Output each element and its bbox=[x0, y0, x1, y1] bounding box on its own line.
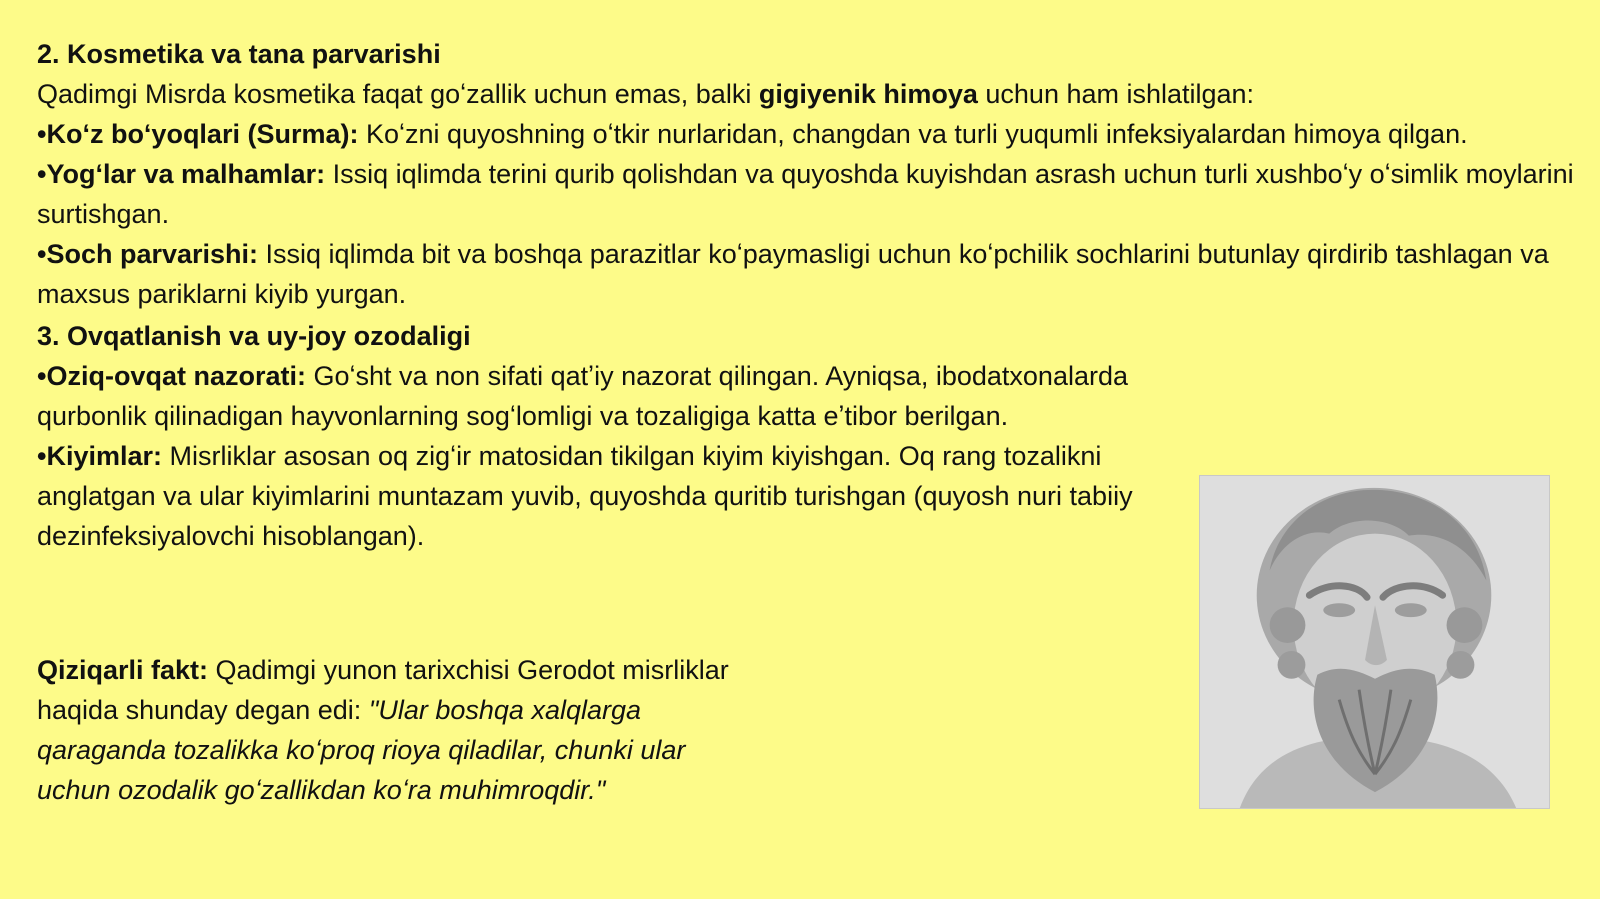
list-item-text: Issiq iqlimda bit va boshqa parazitlar koʻpaymasligi uchun koʻpchilik sochlarini butunlay qirdirib tashlagan va maxsus pariklarni kiyib yurgan. bbox=[37, 239, 1549, 309]
list-item-eye-paint bbox=[37, 114, 1577, 154]
list-item-label: •Koʻz boʻyoqlari (Surma): bbox=[37, 119, 359, 149]
list-item-label: •Oziq-ovqat nazorati: bbox=[37, 361, 306, 391]
interesting-fact bbox=[37, 650, 757, 810]
fact-label: Qiziqarli fakt: bbox=[37, 655, 209, 685]
list-item-label: •Kiyimlar: bbox=[37, 441, 162, 471]
list-item-text: Koʻzni quyoshning oʻtkir nurlaridan, changdan va turli yuqumli infeksiyalardan himoya qilgan. bbox=[358, 119, 1468, 149]
herodotus-bust-image bbox=[1199, 475, 1550, 809]
section-2-intro-prefix: Qadimgi Misrda kosmetika faqat goʻzallik uchun emas, balki bbox=[37, 79, 759, 109]
list-item-clothing bbox=[37, 436, 1157, 556]
list-item-label: •Yogʻlar va malhamlar: bbox=[37, 159, 326, 189]
fact-text: Qadimgi yunon tarixchisi Gerodot misrliklar haqida shunday degan edi: bbox=[37, 655, 729, 725]
list-item-text: Misrliklar asosan oq zigʻir matosidan tikilgan kiyim kiyishgan. Oq rang tozalikni anglatgan va ular kiyimlarini muntazam yuvib, quyoshda quritib turishgan (quyosh nuri tabiiy dezinfeksiyalovchi hisoblangan). bbox=[37, 441, 1133, 551]
list-item-text: Issiq iqlimda terini qurib qolishdan va quyoshda kuyishdan asrash uchun turli xushboʻy oʻsimlik moylarini surtishgan. bbox=[37, 159, 1574, 229]
fact-quote: "Ular boshqa xalqlarga qaraganda tozalikka koʻproq rioya qiladilar, chunki ular uchun ozodalik goʻzallikdan koʻra muhimroqdir." bbox=[37, 695, 686, 805]
list-item-label: •Soch parvarishi: bbox=[37, 239, 259, 269]
section-3-title: 3. Ovqatlanish va uy-joy ozodaligi bbox=[37, 321, 471, 351]
section-2-title: 2. Kosmetika va tana parvarishi bbox=[37, 39, 441, 69]
list-item-text: Goʻsht va non sifati qatʼiy nazorat qilingan. Ayniqsa, ibodatxonalarda qurbonlik qilinadigan hayvonlarning sogʻlomligi va tozaligiga katta eʼtibor berilgan. bbox=[37, 361, 1128, 431]
list-item-food-control bbox=[37, 356, 1157, 436]
section-2-intro-suffix: uchun ham ishlatilgan: bbox=[977, 79, 1255, 109]
section-2-intro bbox=[37, 74, 1577, 114]
bust-illustration bbox=[1200, 476, 1549, 808]
section-2-intro-bold: gigiyenik himoya bbox=[758, 79, 978, 109]
list-item-hair-care bbox=[37, 234, 1577, 314]
list-item-oils bbox=[37, 154, 1577, 234]
